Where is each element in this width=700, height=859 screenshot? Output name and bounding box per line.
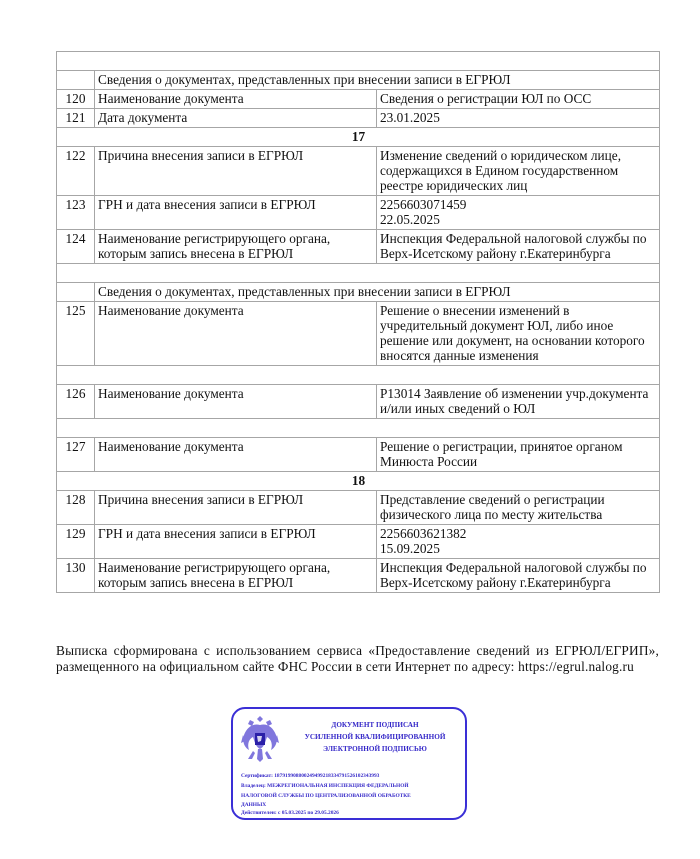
table-row <box>57 491 660 525</box>
row-number: 121 <box>57 109 95 128</box>
row-label: Причина внесения записи в ЕГРЮЛ <box>95 491 377 525</box>
row-label: Наименование документа <box>95 302 377 366</box>
row-number: 129 <box>57 525 95 559</box>
row-label: Наименование документа <box>95 438 377 472</box>
row-value: Инспекция Федеральной налоговой службы по Верх-Исетскому району г.Екатеринбурга <box>377 559 660 593</box>
row-value: Решение о регистрации, принятое органом Минюста России <box>377 438 660 472</box>
row-value <box>377 196 660 230</box>
extract-source-note: Выписка сформирована с использованием сервиса «Предоставление сведений из ЕГРЮЛ/ЕГРИП», размещенного на официальном сайте ФНС России в сети Интернет по адресу: https://egrul.nalog.ru <box>56 643 659 674</box>
section-row <box>57 128 660 147</box>
row-number: 124 <box>57 230 95 264</box>
electronic-signature-stamp <box>231 707 467 820</box>
seal-details <box>241 771 463 818</box>
row-label: Дата документа <box>95 109 377 128</box>
row-label: Наименование документа <box>95 385 377 419</box>
section-number: 18 <box>57 472 660 491</box>
subheader-row <box>57 283 660 302</box>
row-label: ГРН и дата внесения записи в ЕГРЮЛ <box>95 196 377 230</box>
row-value: Сведения о регистрации ЮЛ по ОСС <box>377 90 660 109</box>
table-row <box>57 196 660 230</box>
row-number: 128 <box>57 491 95 525</box>
spacer-row <box>57 419 660 438</box>
row-number: 122 <box>57 147 95 196</box>
row-value: Р13014 Заявление об изменении учр.документа и/или иных сведений о ЮЛ <box>377 385 660 419</box>
spacer-row <box>57 264 660 283</box>
spacer-row <box>57 52 660 71</box>
table-row <box>57 90 660 109</box>
row-label: ГРН и дата внесения записи в ЕГРЮЛ <box>95 525 377 559</box>
row-value: Инспекция Федеральной налоговой службы по Верх-Исетскому району г.Екатеринбурга <box>377 230 660 264</box>
row-value: Представление сведений о регистрации физического лица по месту жительства <box>377 491 660 525</box>
seal-owner-line1: Владелец: МЕЖРЕГИОНАЛЬНАЯ ИНСПЕКЦИЯ ФЕДЕРАЛЬНОЙ <box>241 783 409 789</box>
row-label: Наименование документа <box>95 90 377 109</box>
table-row <box>57 147 660 196</box>
seal-owner-line2: НАЛОГОВОЙ СЛУЖБЫ ПО ЦЕНТРАЛИЗОВАННОЙ ОБРАБОТКЕ <box>241 793 411 799</box>
table-row <box>57 438 660 472</box>
row-value: Решение о внесении изменений в учредительный документ ЮЛ, либо иное решение или документ, на основании которого вносятся данные изменения <box>377 302 660 366</box>
row-number: 130 <box>57 559 95 593</box>
table-row <box>57 109 660 128</box>
row-value: 23.01.2025 <box>377 109 660 128</box>
grn-date: 15.09.2025 <box>380 541 440 556</box>
egrul-extract-table-container <box>56 51 659 593</box>
table-row <box>57 302 660 366</box>
row-number: 126 <box>57 385 95 419</box>
grn-number: 2256603071459 <box>380 197 467 212</box>
row-label: Наименование регистрирующего органа, которым запись внесена в ЕГРЮЛ <box>95 230 377 264</box>
row-value <box>377 525 660 559</box>
row-label: Наименование регистрирующего органа, которым запись внесена в ЕГРЮЛ <box>95 559 377 593</box>
table-row <box>57 385 660 419</box>
section-row <box>57 472 660 491</box>
seal-certificate: Сертификат: 187919908800249499218334791526102343993 <box>241 773 380 779</box>
seal-title: ДОКУМЕНТ ПОДПИСАН УСИЛЕННОЙ КВАЛИФИЦИРОВАННОЙ ЭЛЕКТРОННОЙ ПОДПИСЬЮ <box>304 721 446 753</box>
row-number: 123 <box>57 196 95 230</box>
subheader-text: Сведения о документах, представленных при внесении записи в ЕГРЮЛ <box>95 71 660 90</box>
row-value: Изменение сведений о юридическом лице, содержащихся в Едином государственном реестре юридических лиц <box>377 147 660 196</box>
grn-date: 22.05.2025 <box>380 212 440 227</box>
subheader-row <box>57 71 660 90</box>
table-row <box>57 559 660 593</box>
seal-validity: Действителен: с 05.03.2025 по 29.05.2026 <box>241 810 339 816</box>
egrul-records-table <box>56 51 660 593</box>
grn-number: 2256603621382 <box>380 526 467 541</box>
row-number: 127 <box>57 438 95 472</box>
spacer-row <box>57 366 660 385</box>
table-row <box>57 230 660 264</box>
table-row <box>57 525 660 559</box>
russian-coat-of-arms-icon <box>239 713 281 765</box>
seal-owner-line3: ДАННЫХ <box>241 802 267 808</box>
section-number: 17 <box>57 128 660 147</box>
row-number: 125 <box>57 302 95 366</box>
row-number: 120 <box>57 90 95 109</box>
row-label: Причина внесения записи в ЕГРЮЛ <box>95 147 377 196</box>
subheader-text: Сведения о документах, представленных при внесении записи в ЕГРЮЛ <box>95 283 660 302</box>
